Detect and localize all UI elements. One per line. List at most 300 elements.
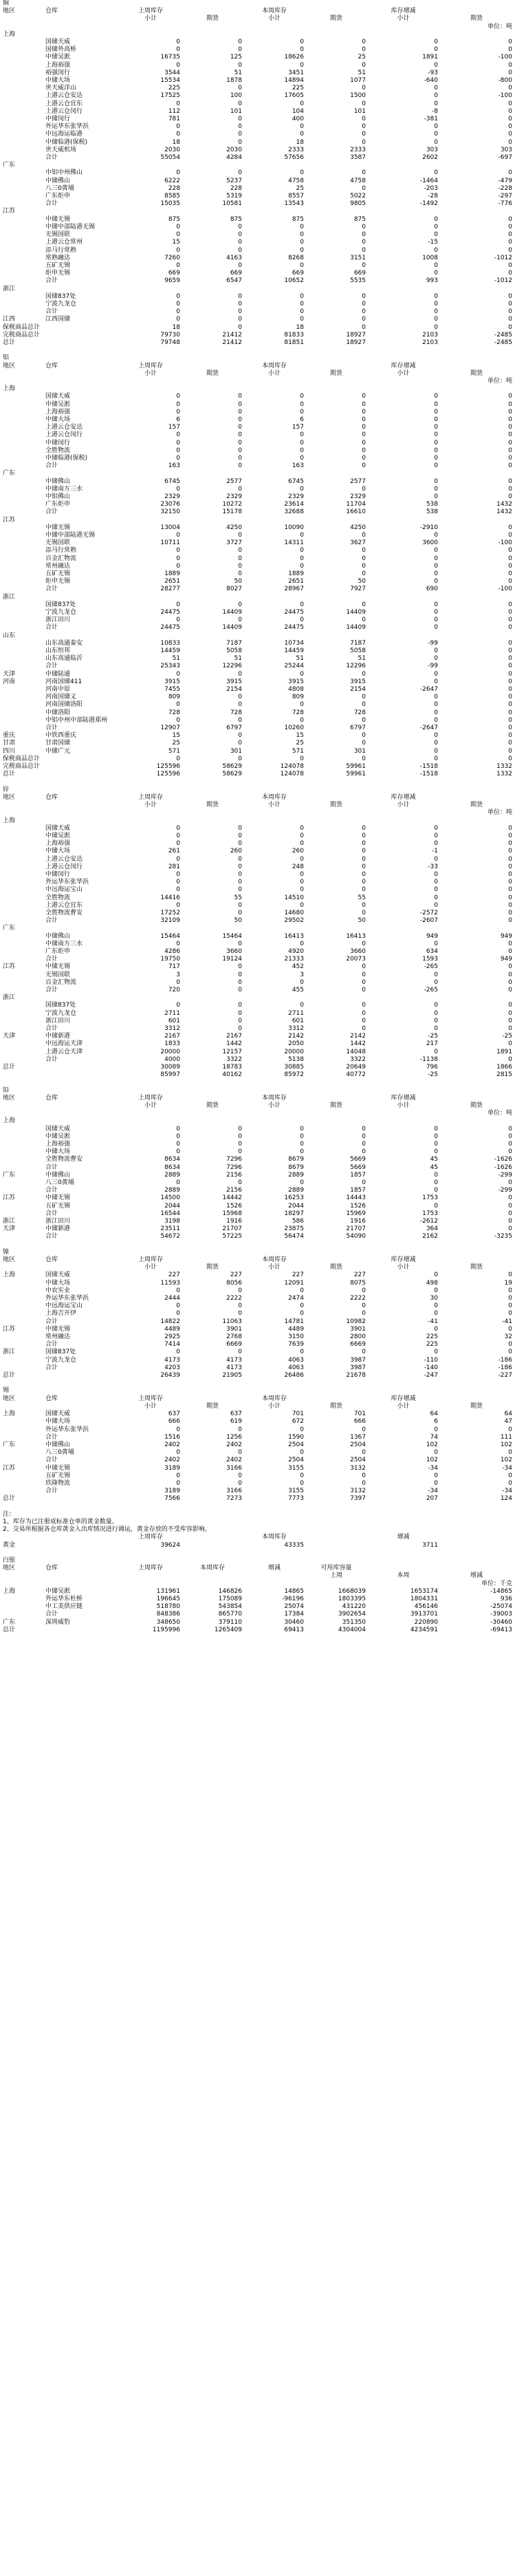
cell-col-2: 7414 xyxy=(164,1341,180,1349)
cell-col-1: 中储大场 xyxy=(45,1279,71,1287)
table-row xyxy=(1,948,514,956)
cell-col-0: 总计 xyxy=(3,771,16,778)
cell-col-4: 18297 xyxy=(284,1210,304,1217)
cell-col-5: 0 xyxy=(362,231,366,239)
cell-col-3: 0 xyxy=(238,886,242,894)
cell-col-7: 0 xyxy=(508,1271,512,1279)
cell-col-6: 0 xyxy=(434,978,438,986)
cell-col-5: 431220 xyxy=(342,1603,366,1611)
cell-col-4: 小计 xyxy=(267,802,281,809)
cell-col-7: 0 xyxy=(508,678,512,685)
cell-col-7 xyxy=(439,1117,514,1125)
cell-col-2: 14416 xyxy=(160,894,180,901)
cell-col-0: 保税商品总计 xyxy=(3,755,41,762)
cell-col-0: 天津 xyxy=(3,1225,16,1233)
table-row xyxy=(1,1287,514,1295)
cell-col-2: 0 xyxy=(176,1141,180,1148)
unit-label-copper xyxy=(1,23,514,31)
cell-col-5: 0 xyxy=(362,100,366,107)
cell-col-6: 0 xyxy=(434,439,438,447)
cell-col-3: 1256 xyxy=(226,1433,242,1441)
cell-col-1: 合计 xyxy=(45,956,58,963)
cell-col-6: 0 xyxy=(434,39,438,46)
cell-col-0 xyxy=(1,262,44,270)
cell-col-2: 24475 xyxy=(160,624,180,632)
table-row xyxy=(1,1480,514,1488)
cell-col-6: 303 xyxy=(426,146,438,153)
cell-col-6: 498 xyxy=(426,1279,438,1287)
table-row xyxy=(1,1333,514,1341)
cell-col-5: 3151 xyxy=(350,254,366,261)
cell-col-7: 0 xyxy=(508,1125,512,1133)
cell-col-1: 中储大场 xyxy=(45,1148,71,1156)
cell-col-2 xyxy=(120,1117,182,1125)
cell-col-5: 2800 xyxy=(350,1333,366,1341)
cell-col-3: 0 xyxy=(238,940,242,947)
cell-col-5: 2329 xyxy=(350,493,366,500)
cell-col-1: 河南中原 xyxy=(45,686,71,694)
cell-col-4: 13543 xyxy=(284,200,304,208)
cell-col-1: 合计 xyxy=(45,200,58,208)
cell-col-0 xyxy=(1,833,44,840)
cell-col-2: 85997 xyxy=(160,1071,180,1079)
cell-col-1: 合计 xyxy=(45,154,58,162)
cell-col-5: 18927 xyxy=(346,331,366,339)
cell-col-0 xyxy=(1,77,44,85)
cell-col-0: 地区 xyxy=(3,1395,16,1402)
cell-col-3: 21412 xyxy=(222,339,242,346)
cell-col-2: 0 xyxy=(176,1133,180,1140)
cell-col-0 xyxy=(1,802,44,809)
table-row xyxy=(1,478,514,486)
cell-col-7: 0 xyxy=(508,670,512,678)
cell-col-2: 157 xyxy=(168,424,180,431)
cell-col-3: 18783 xyxy=(222,1064,242,1071)
cell-col-0 xyxy=(1,116,44,123)
cell-col-3: 期货 xyxy=(206,1102,219,1109)
cell-col-0 xyxy=(1,178,44,185)
cell-col-0: 总计 xyxy=(3,1495,16,1503)
table-row xyxy=(1,293,514,301)
cell-col-3: 0 xyxy=(238,1472,242,1479)
cell-col-7 xyxy=(439,817,514,825)
cell-col-2: 14459 xyxy=(160,647,180,655)
cell-col-3: 2030 xyxy=(226,146,242,153)
cell-col-7: 0 xyxy=(508,85,512,92)
cell-col-7: 0 xyxy=(508,663,512,670)
cell-col-7: -800 xyxy=(498,77,512,85)
cell-col-4: 0 xyxy=(300,1141,304,1148)
cell-col-2: 163 xyxy=(168,462,180,470)
cell-col-3: 2402 xyxy=(226,1441,242,1448)
cell-col-4: 21333 xyxy=(284,956,304,963)
cell-col-4: 24475 xyxy=(284,609,304,616)
cell-col-4: 69413 xyxy=(284,1626,304,1633)
cell-col-7: 0 xyxy=(508,655,512,663)
cell-col-2: 3189 xyxy=(164,1488,180,1495)
cell-col-1: 上港云仓闵行 xyxy=(45,431,83,439)
cell-col-7: 0 xyxy=(508,316,512,323)
cell-col-5: 0 xyxy=(362,431,366,439)
cell-col-2: 0 xyxy=(176,123,180,131)
cell-col-0 xyxy=(1,247,44,255)
cell-col-2: 上周库存 xyxy=(138,1256,163,1264)
table-row xyxy=(1,601,514,609)
cell-col-3: 0 xyxy=(238,570,242,578)
cell-col-2: 15035 xyxy=(160,200,180,208)
cell-col-3: 0 xyxy=(238,447,242,454)
cell-col-3: 0 xyxy=(238,978,242,986)
cell-col-5: 1526 xyxy=(350,1202,366,1210)
cell-col-6: 0 xyxy=(434,709,438,716)
cell-col-5: 期货 xyxy=(329,802,342,809)
table-row xyxy=(1,1049,514,1056)
cell-col-4: 248 xyxy=(292,863,304,870)
cell-col-5: 0 xyxy=(362,694,366,701)
cell-col-4: 本周库存 xyxy=(261,1256,287,1264)
table-row xyxy=(1,231,514,239)
cell-col-7: 0 xyxy=(508,647,512,655)
cell-col-0 xyxy=(1,169,44,177)
cell-col-6: 小计 xyxy=(397,802,410,809)
cell-col-1: 中储佛山 xyxy=(45,177,71,184)
cell-col-3: 1526 xyxy=(226,1202,242,1210)
cell-col-5: 0 xyxy=(362,755,366,762)
cell-col-5: 6669 xyxy=(350,1341,366,1349)
cell-col-3: 7296 xyxy=(226,1163,242,1171)
cell-col-4 xyxy=(243,31,305,39)
cell-col-6: 小计 xyxy=(397,369,410,377)
cell-col-5: 0 xyxy=(362,532,366,539)
cell-col-5: 0 xyxy=(362,1002,366,1009)
cell-col-6: 796 xyxy=(426,1064,438,1071)
cell-col-6: 小计 xyxy=(397,1264,410,1271)
cell-col-5: 0 xyxy=(362,1179,366,1187)
table-row xyxy=(1,701,514,709)
cell-col-3: 0 xyxy=(238,1002,242,1009)
cell-col-7: 0 xyxy=(508,716,512,724)
metal-title-silver-text: 白银 xyxy=(3,1556,16,1564)
cell-col-0: 广东 xyxy=(3,1618,16,1626)
cell-col-1: 无锡国联 xyxy=(45,539,71,547)
cell-col-7: 0 xyxy=(508,116,512,123)
cell-col-4: 0 xyxy=(300,223,304,230)
cell-col-2: 0 xyxy=(176,131,180,138)
cell-col-0: 上海 xyxy=(3,1117,16,1125)
cell-col-5: 701 xyxy=(353,1410,366,1418)
cell-col-0 xyxy=(1,1364,44,1372)
cell-col-6: 0 xyxy=(434,1426,438,1433)
cell-col-6 xyxy=(367,632,439,640)
cell-col-7: 0 xyxy=(508,1225,512,1233)
cell-col-7: 0 xyxy=(508,901,512,909)
cell-col-7: 0 xyxy=(508,231,512,239)
cell-col-3: 50 xyxy=(234,578,242,586)
cell-col-7: 0 xyxy=(508,400,512,408)
cell-col-2: 0 xyxy=(176,978,180,986)
cell-col-1: 中储无锡 xyxy=(45,1194,71,1202)
cell-col-3: 0 xyxy=(238,909,242,916)
cell-col-7: 0 xyxy=(508,971,512,978)
cell-col-4: 0 xyxy=(300,100,304,107)
cell-col-4: 0 xyxy=(300,1179,304,1187)
cell-col-3: 4173 xyxy=(226,1364,242,1371)
table-row xyxy=(1,1426,514,1434)
cell-col-1: 浙江田川 xyxy=(45,1017,71,1024)
cell-col-2: 571 xyxy=(168,747,180,755)
cell-col-4: 2889 xyxy=(288,1171,304,1179)
cell-col-4: 809 xyxy=(292,694,304,701)
cell-col-6: -99 xyxy=(428,639,438,647)
cell-col-5: 227 xyxy=(353,1271,366,1279)
cell-col-0: 甘肃 xyxy=(3,740,16,747)
cell-col-7 xyxy=(439,632,514,640)
cell-col-5: 0 xyxy=(362,1125,366,1133)
cell-col-5: 0 xyxy=(362,439,366,447)
cell-col-4: 15 xyxy=(296,732,304,740)
cell-col-4: 10734 xyxy=(284,639,304,647)
cell-col-1: 中储大场 xyxy=(45,77,71,85)
cell-col-6: 4234591 xyxy=(410,1626,438,1633)
cell-col-6: 102 xyxy=(426,1457,438,1464)
cell-col-6: 634 xyxy=(426,947,438,955)
cell-col-5: 11704 xyxy=(346,501,366,508)
cell-col-4: 0 xyxy=(300,61,304,69)
table-row xyxy=(1,1627,514,1634)
cell-col-1 xyxy=(44,31,120,39)
cell-col-6: 0 xyxy=(434,424,438,431)
cell-col-4: 0 xyxy=(300,1125,304,1133)
cell-col-7: 0 xyxy=(508,894,512,901)
cell-col-6: 0 xyxy=(434,1187,438,1194)
cell-col-7: 0 xyxy=(508,1341,512,1349)
cell-col-0 xyxy=(1,1049,44,1056)
cell-col-7 xyxy=(439,1565,514,1572)
cell-col-5: 728 xyxy=(353,709,366,716)
table-row xyxy=(1,262,514,270)
cell-col-0 xyxy=(1,1133,44,1141)
cell-col-1 xyxy=(44,1403,120,1410)
cell-col-3: 0 xyxy=(238,555,242,562)
cell-col-0 xyxy=(1,1156,44,1163)
cell-col-1 xyxy=(44,1495,120,1503)
cell-col-1: 裕强闵行 xyxy=(45,69,71,76)
cell-col-5: 50 xyxy=(358,917,366,925)
cell-col-2: 0 xyxy=(176,670,180,678)
header-row-aluminium xyxy=(1,363,514,370)
table-row xyxy=(1,286,514,293)
cell-col-5: 0 xyxy=(362,123,366,131)
cell-col-5: 3587 xyxy=(350,154,366,162)
cell-col-4: 8679 xyxy=(288,1163,304,1171)
cell-col-3: 0 xyxy=(238,292,242,300)
note-line xyxy=(1,1518,514,1526)
cell-col-6: 0 xyxy=(434,100,438,107)
cell-col-3: 0 xyxy=(238,1426,242,1433)
cell-col-5: 5669 xyxy=(350,1156,366,1163)
cell-col-1: 浙江田川 xyxy=(45,616,71,624)
metal-title-lead xyxy=(1,1087,514,1095)
cell-col-3: 0 xyxy=(238,61,242,69)
table-row xyxy=(1,1126,514,1133)
cell-col-2: 0 xyxy=(176,223,180,230)
cell-col-4: 2504 xyxy=(288,1457,304,1464)
cell-col-7: 0 xyxy=(508,616,512,624)
cell-col-1: 合计 xyxy=(45,724,58,732)
cell-col-3: 0 xyxy=(238,416,242,423)
cell-col-5: 351350 xyxy=(342,1618,366,1626)
cell-col-0: 总计 xyxy=(3,1626,16,1633)
cell-col-5: 1077 xyxy=(350,77,366,85)
cell-col-3: 51 xyxy=(234,69,242,76)
cell-col-3: 0 xyxy=(238,138,242,146)
cell-col-3: 0 xyxy=(238,701,242,709)
cell-col-2: 0 xyxy=(176,1179,180,1187)
cell-col-0 xyxy=(1,1287,44,1295)
cell-col-6: 小计 xyxy=(397,1402,410,1410)
cell-col-6 xyxy=(367,162,439,169)
cell-col-2: 14822 xyxy=(160,1318,180,1325)
cell-col-4: 32688 xyxy=(284,508,304,516)
cell-col-0 xyxy=(1,979,44,987)
cell-col-0: 江苏 xyxy=(3,208,16,215)
cell-col-0 xyxy=(1,486,44,493)
cell-col-2: 196645 xyxy=(156,1595,180,1602)
table-row xyxy=(1,1457,514,1464)
cell-col-7: 0 xyxy=(508,1002,512,1009)
cell-col-2: 15 xyxy=(172,732,180,740)
cell-col-6: 0 xyxy=(434,670,438,678)
cell-col-3: 1916 xyxy=(226,1218,242,1225)
cell-col-0: 广东 xyxy=(3,162,16,169)
cell-col-4: 0 xyxy=(300,300,304,308)
cell-col-7 xyxy=(439,162,514,169)
cell-col-7: 0 xyxy=(508,138,512,146)
cell-col-3: 0 xyxy=(238,601,242,608)
cell-col-4: 0 xyxy=(300,601,304,608)
table-row xyxy=(1,956,514,963)
cell-col-5: 20073 xyxy=(346,956,366,963)
cell-col-2: 717 xyxy=(168,963,180,971)
cell-col-5: 51 xyxy=(358,655,366,663)
cell-col-6: -1 xyxy=(432,848,438,855)
cell-col-0: 浙江 xyxy=(3,1218,16,1225)
cell-col-5: 0 xyxy=(362,485,366,493)
cell-col-0 xyxy=(1,1418,44,1426)
cell-col-0 xyxy=(1,1164,44,1172)
cell-col-5: 0 xyxy=(362,740,366,747)
cell-col-2: 0 xyxy=(176,1449,180,1457)
cell-col-2: 6 xyxy=(176,416,180,423)
cell-col-3: 0 xyxy=(238,261,242,269)
cell-col-6: 0 xyxy=(434,655,438,663)
cell-col-6: 0 xyxy=(434,647,438,655)
table-row xyxy=(1,1187,514,1194)
section-gap xyxy=(1,1079,514,1086)
cell-col-5: 5022 xyxy=(350,193,366,200)
cell-col-1: 国储837处 xyxy=(45,292,76,300)
cell-col-5 xyxy=(305,470,367,477)
cell-col-4: 104 xyxy=(292,107,304,115)
cell-col-7: -2485 xyxy=(494,331,512,339)
cell-col-0 xyxy=(1,231,44,239)
cell-col-3: 15178 xyxy=(222,508,242,516)
cell-col-0 xyxy=(1,1357,44,1364)
cell-col-2: 637 xyxy=(168,1410,180,1418)
cell-col-7: -100 xyxy=(498,92,512,100)
table-row xyxy=(1,594,514,601)
cell-col-5 xyxy=(305,817,367,825)
cell-col-1: 中储闵行 xyxy=(45,116,71,123)
table-row xyxy=(1,332,514,339)
cell-col-3: 7296 xyxy=(226,1156,242,1163)
cell-col-3: 0 xyxy=(238,547,242,555)
cell-col-2: 4173 xyxy=(164,1356,180,1364)
cell-col-2: 3312 xyxy=(164,1024,180,1032)
cell-col-0: 总计 xyxy=(3,1064,16,1071)
cell-col-2: 0 xyxy=(176,292,180,300)
cell-col-3: 100 xyxy=(230,92,242,100)
cell-col-6: -2572 xyxy=(419,909,438,916)
cell-col-7 xyxy=(439,31,514,39)
cell-col-4: 7773 xyxy=(288,1495,304,1503)
table-row xyxy=(1,193,514,200)
cell-col-2: 4000 xyxy=(164,1055,180,1063)
cell-col-4: 157 xyxy=(292,424,304,431)
cell-col-2: 上周库存 xyxy=(138,1395,163,1402)
cell-col-5 xyxy=(305,162,367,169)
cell-col-3: 2156 xyxy=(226,1187,242,1194)
cell-col-1 xyxy=(44,370,120,378)
cell-col-0 xyxy=(1,1310,44,1318)
cell-col-0 xyxy=(1,948,44,956)
cell-col-3 xyxy=(182,994,243,1002)
cell-col-6: -8 xyxy=(432,107,438,115)
cell-col-4: 12091 xyxy=(284,1279,304,1287)
cell-col-1: 仓库 xyxy=(45,1395,58,1402)
cell-col-0 xyxy=(1,717,44,724)
cell-col-2: 6222 xyxy=(164,177,180,184)
cell-col-2: 54672 xyxy=(160,1233,180,1241)
cell-col-5 xyxy=(305,1395,367,1403)
cell-col-4: 0 xyxy=(300,1310,304,1318)
table-row xyxy=(1,486,514,493)
cell-col-3: 0 xyxy=(238,131,242,138)
cell-col-5: 期货 xyxy=(329,15,342,23)
table-row xyxy=(1,1133,514,1141)
cell-col-2 xyxy=(120,594,182,601)
cell-col-1: 中储无锡 xyxy=(45,1464,71,1472)
table-row xyxy=(1,1441,514,1449)
cell-col-1: 合计 xyxy=(45,1433,58,1441)
cell-col-1: 外运华东张华浜 xyxy=(45,1426,89,1433)
cell-col-0 xyxy=(1,987,44,994)
cell-col-4: 14680 xyxy=(284,909,304,916)
cell-col-6 xyxy=(367,470,439,477)
cell-col-6: 0 xyxy=(434,316,438,323)
cell-col-1: 合计 xyxy=(45,1318,58,1325)
cell-col-2: 228 xyxy=(168,184,180,192)
metal-title-aluminium xyxy=(1,354,514,362)
cell-col-6: -1464 xyxy=(419,177,438,184)
cell-col-3: 0 xyxy=(238,1479,242,1487)
cell-col-7: -776 xyxy=(498,200,512,208)
cell-col-6: 0 xyxy=(434,485,438,493)
cell-col-1 xyxy=(44,594,120,601)
cell-col-4: 20000 xyxy=(284,1048,304,1055)
cell-col-4: 2050 xyxy=(288,1040,304,1048)
cell-col-4: 0 xyxy=(300,1479,304,1487)
